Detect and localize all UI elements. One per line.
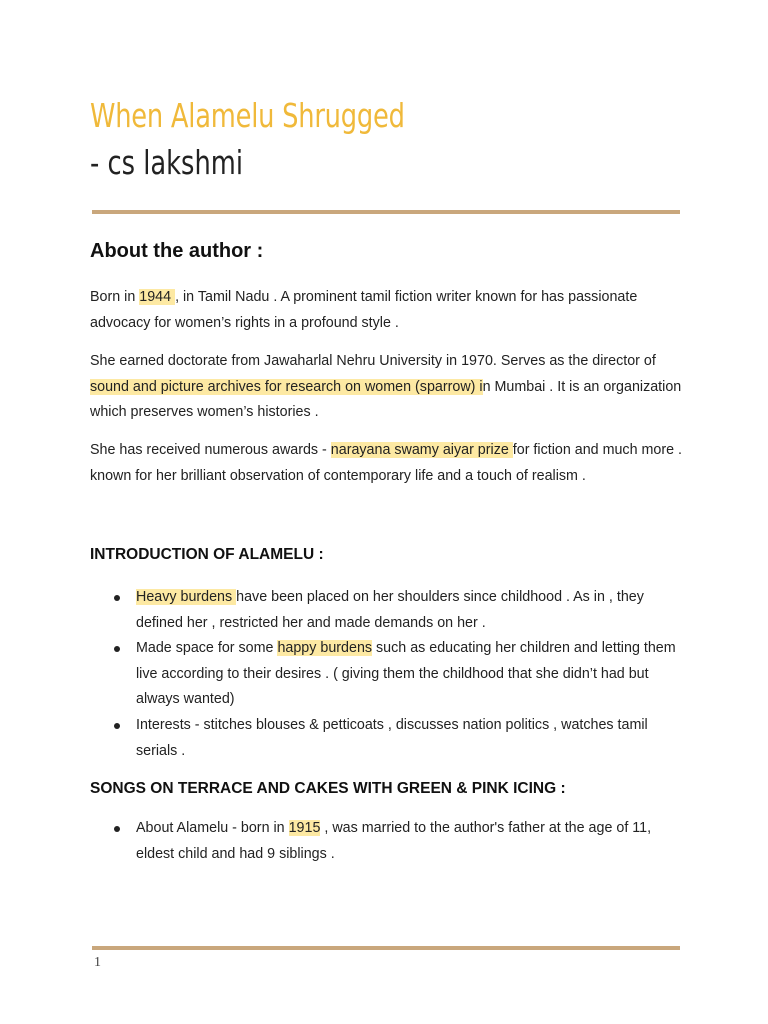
bullet-icon <box>114 826 120 832</box>
highlighted-phrase: happy burdens <box>277 640 373 657</box>
text-span: She has received numerous awards - <box>90 442 331 458</box>
highlighted-phrase: Heavy burdens <box>136 589 237 605</box>
bullet-icon <box>114 646 120 652</box>
text-span: n Mumbai . It is an organization which preserves women’s histories . <box>90 378 682 421</box>
highlighted-year: 1944 <box>139 289 176 305</box>
songs-list <box>90 816 690 867</box>
list-item <box>90 713 690 764</box>
text-span: , was married to the author's father at the age of 11, eldest child and had 9 siblings . <box>136 820 652 862</box>
about-paragraph-1 <box>90 285 690 336</box>
highlighted-organization: sound and picture archives for research on women (sparrow) i <box>90 378 483 395</box>
document-title: When Alamelu Shrugged <box>90 96 405 135</box>
about-heading: About the author : <box>90 240 264 262</box>
header-divider <box>92 210 680 214</box>
bullet-icon <box>114 723 120 729</box>
text-span: , in Tamil Nadu . A prominent tamil fiction writer known for has passionate advocacy for women’s rights in a profound style . <box>90 289 638 331</box>
text-span: Born in <box>90 289 140 305</box>
document-author: - cs lakshmi <box>90 143 244 182</box>
highlighted-prize: narayana swamy aiyar prize <box>330 442 513 458</box>
text-span: She earned doctorate from Jawaharlal Nehru University in 1970. Serves as the director of <box>90 353 656 369</box>
list-item <box>90 585 690 636</box>
list-item <box>90 636 690 713</box>
footer-divider <box>92 946 680 950</box>
text-span: have been placed on her shoulders since childhood . As in , they defined her , restricted her and made demands on her . <box>136 589 644 631</box>
text-span: such as educating her children and letting them live according to their desires . ( giving them the childhood that she didn’t had but always wanted) <box>136 640 676 708</box>
text-span: Made space for some <box>136 640 278 657</box>
about-paragraph-3 <box>90 438 690 489</box>
text-span: About Alamelu - born in <box>136 820 289 836</box>
text-span: for fiction and much more . known for her brilliant observation of contemporary life and a touch of realism . <box>90 442 683 484</box>
bullet-icon <box>114 595 120 601</box>
text-span: Interests - stitches blouses & petticoats , discusses nation politics , watches tamil serials . <box>136 716 648 759</box>
introduction-list <box>90 585 690 764</box>
songs-heading: SONGS ON TERRACE AND CAKES WITH GREEN & PINK ICING : <box>90 780 566 797</box>
list-item <box>90 816 690 867</box>
page-number: 1 <box>94 955 101 970</box>
about-paragraph-2 <box>90 349 690 426</box>
introduction-heading: INTRODUCTION OF ALAMELU : <box>90 546 324 563</box>
highlighted-year: 1915 <box>288 820 321 836</box>
